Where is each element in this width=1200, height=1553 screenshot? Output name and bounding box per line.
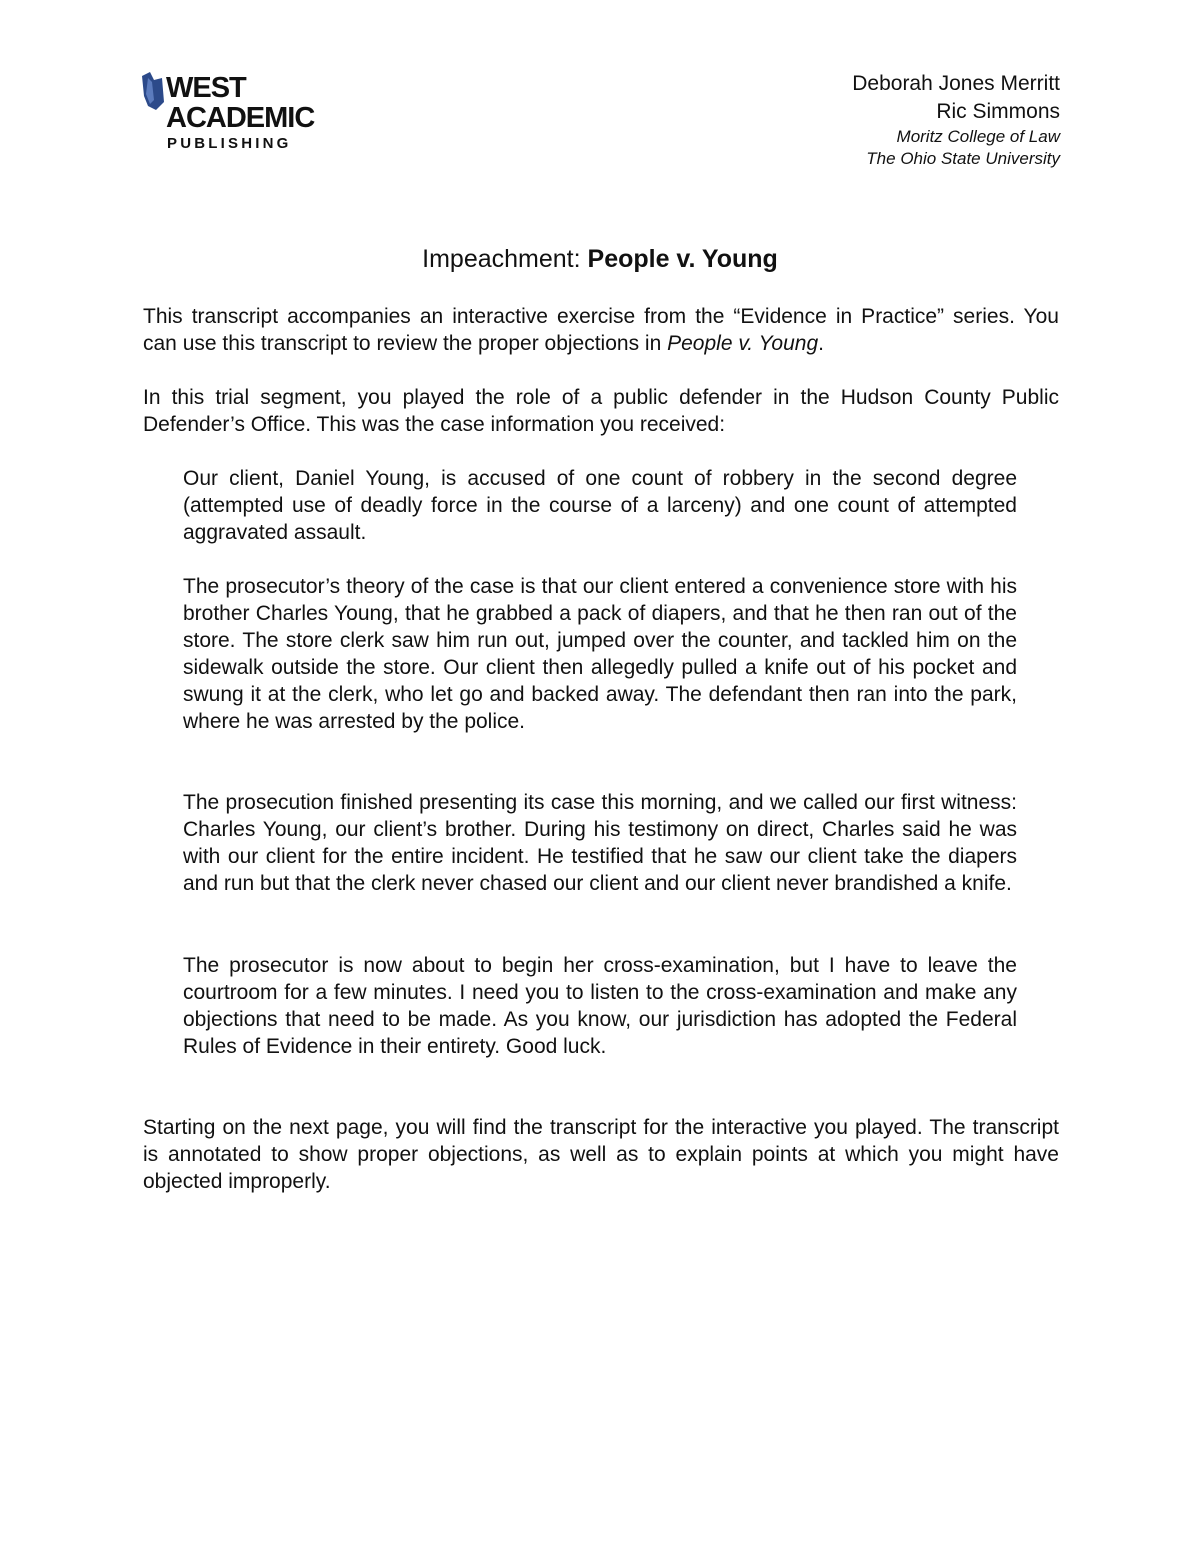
page-title <box>0 243 1200 275</box>
closing-paragraph: Starting on the next page, you will find the transcript for the interactive you played. The transcript is annotated to show proper objections, as well as to explain points at which you might have objected improperly. <box>143 1116 1059 1193</box>
affiliation: Moritz College of Law <box>896 127 1060 146</box>
publisher-logo <box>140 70 340 155</box>
logo-text-publishing: PUBLISHING <box>167 135 292 152</box>
author-name: Deborah Jones Merritt <box>852 72 1060 95</box>
logo-text-west: WEST <box>166 72 246 104</box>
logo-text-academic: ACADEMIC <box>166 102 315 134</box>
author-name: Ric Simmons <box>936 100 1060 123</box>
author-block <box>852 70 1060 170</box>
case-info-paragraph: The prosecutor’s theory of the case is that our client entered a convenience store with his brother Charles Young, that he grabbed a pack of diapers, and that he then ran out of the store. The store clerk saw him run out, jumped over the counter, and tackled him on the sidewalk outside the store. Our client then allegedly pulled a knife out of his pocket and swung it at the clerk, who let go and backed away. The defendant then ran into the park, where he was arrested by the police. <box>183 575 1017 733</box>
title-prefix: Impeachment: <box>422 245 588 273</box>
case-info-paragraph: The prosecutor is now about to begin her cross-examination, but I have to leave the courtroom for a few minutes. I need you to listen to the cross-examination and make any objections that need to be made. As you know, our jurisdiction has adopted the Federal Rules of Evidence in their entirety. Good luck. <box>183 954 1017 1058</box>
intro-paragraph <box>143 303 1059 357</box>
intro-text: This transcript accompanies an interactive exercise from the “Evidence in Practice” series. You can use this transcript to review the proper objections in <box>143 305 1059 355</box>
case-info-paragraph: Our client, Daniel Young, is accused of one count of robbery in the second degree (attempted use of deadly force in the course of a larceny) and one count of attempted aggravated assault. <box>183 467 1017 544</box>
title-case-name: People v. Young <box>587 245 778 273</box>
logo-emblem-icon <box>140 72 166 112</box>
intro-paragraph: In this trial segment, you played the role of a public defender in the Hudson County Public Defender’s Office. This was the case information you received: <box>143 386 1059 436</box>
intro-text-end: . <box>818 332 824 355</box>
affiliation: The Ohio State University <box>866 149 1060 168</box>
intro-case-name: People v. Young <box>667 332 819 355</box>
case-info-paragraph: The prosecution finished presenting its case this morning, and we called our first witness: Charles Young, our client’s brother. During his testimony on direct, Charles said he was with our client for the entire incident. He testified that he saw our client take the diapers and run but that the clerk never chased our client and our client never brandished a knife. <box>183 791 1017 895</box>
